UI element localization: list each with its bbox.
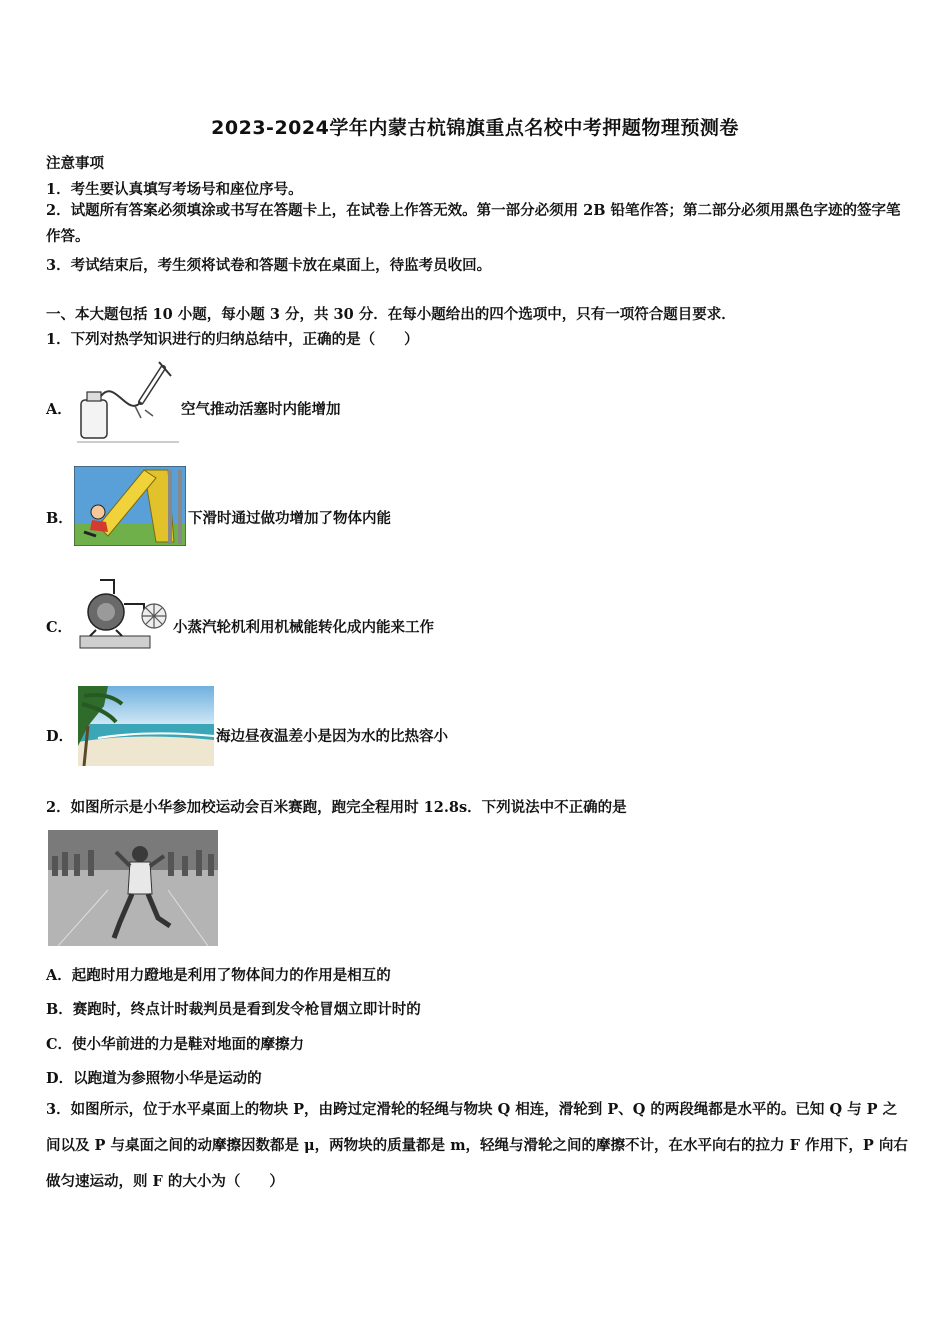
- q1-option-a-letter: A．: [46, 401, 72, 418]
- notice-item-3: 3．考试结束后，考生须将试卷和答题卡放在桌面上，待监考员收回。: [46, 257, 492, 274]
- q2-option-c: C．使小华前进的力是鞋对地面的摩擦力: [46, 1036, 305, 1053]
- q2-option-d: D．以跑道为参照物小华是运动的: [46, 1070, 262, 1087]
- q1-option-c-letter: C．: [46, 619, 73, 636]
- notice-item-2: 2．试题所有答案必须填涂或书写在答题卡上，在试卷上作答无效。第一部分必须用 2B 铅笔作答；第二部分必须用黑色字迹的签字笔作答。: [46, 202, 901, 245]
- q1-option-a-text: 空气推动活塞时内能增加: [181, 401, 341, 418]
- q2-option-a: A．起跑时用力蹬地是利用了物体间力的作用是相互的: [46, 967, 391, 984]
- q1-option-d-letter: D．: [46, 728, 74, 745]
- section-heading: 一、本大题包括 10 小题，每小题 3 分，共 30 分．在每小题给出的四个选项中，只有一项符合题目要求．: [46, 306, 736, 323]
- runner-photo: [48, 830, 218, 946]
- page-title: 2023-2024学年内蒙古杭锦旗重点名校中考押题物理预测卷: [211, 117, 739, 139]
- beach-icon: [78, 686, 214, 766]
- notice-heading: 注意事项: [46, 155, 104, 172]
- q3-stem: 3．如图所示，位于水平桌面上的物块 P，由跨过定滑轮的轻绳与物块 Q 相连，滑轮到 P、Q 的两段绳都是水平的。已知 Q 与 P 之间以及 P 与桌面之间的动摩擦因数都是 μ，两物块的质量都是 m，轻绳与滑轮之间的摩擦不计，在水平向右的拉力 F 作用下，P 向右做匀速运动，则 F 的大小为（ ）: [46, 1101, 908, 1190]
- q1-option-b-letter: B．: [46, 510, 73, 527]
- steam-turbine-icon: [74, 574, 172, 654]
- notice-item-1: 1．考生要认真填写考场号和座位序号。: [46, 181, 303, 198]
- air-pump-bottle-icon: [75, 358, 181, 444]
- q1-stem: 1．下列对热学知识进行的归纳总结中，正确的是（ ）: [46, 331, 419, 348]
- q1-option-b-text: 下滑时通过做功增加了物体内能: [188, 510, 391, 527]
- q2-option-b: B．赛跑时，终点计时裁判员是看到发令枪冒烟立即计时的: [46, 1001, 421, 1018]
- q1-option-c-text: 小蒸汽轮机利用机械能转化成内能来工作: [173, 619, 434, 636]
- q2-stem: 2．如图所示是小华参加校运动会百米赛跑，跑完全程用时 12.8s．下列说法中不正确的是: [46, 799, 627, 816]
- q1-option-d-text: 海边昼夜温差小是因为水的比热容小: [216, 728, 448, 745]
- slide-child-icon: [74, 466, 186, 546]
